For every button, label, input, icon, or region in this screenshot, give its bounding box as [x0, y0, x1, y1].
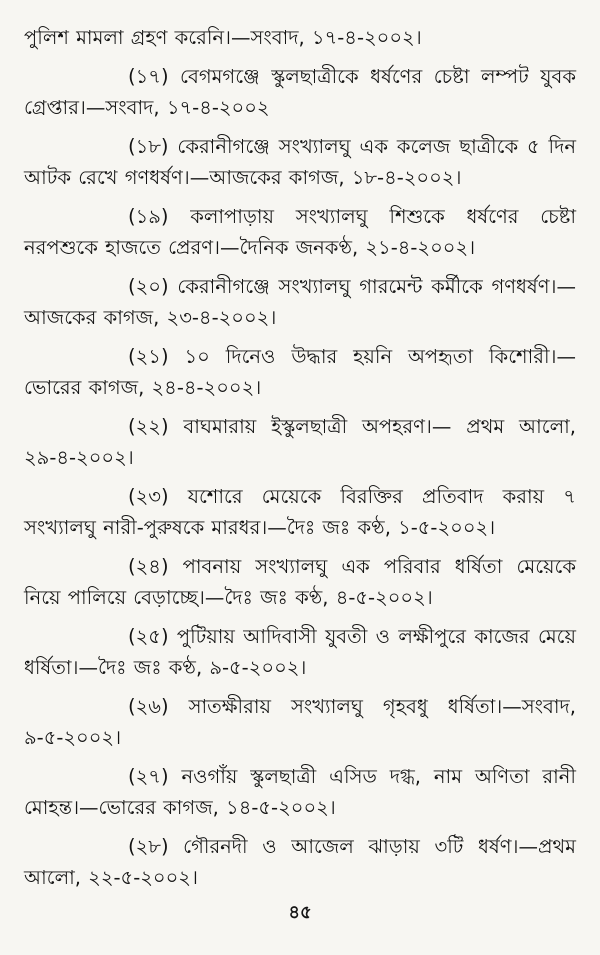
news-entry-26: (২৬) সাতক্ষীরায় সংখ্যালঘু গৃহবধু ধর্ষিতা।—সংবাদ, ৯-৫-২০০২। — [24, 695, 576, 749]
news-entry-23: (২৩) যশোরে মেয়েকে বিরক্তির প্রতিবাদ করায় ৭ সংখ্যালঘু নারী-পুরুষকে মারধর।—দৈঃ জঃ কণ্ঠ, ১-৫-২০০২। — [24, 485, 576, 539]
paragraph-continuation: পুলিশ মামলা গ্রহণ করেনি।—সংবাদ, ১৭-৪-২০০২। — [24, 26, 422, 49]
news-entry-17: (১৭) বেগমগঞ্জে স্কুলছাত্রীকে ধর্ষণের চেষ্টা লম্পট যুবক গ্রেপ্তার।—সংবাদ, ১৭-৪-২০০২ — [24, 65, 576, 119]
news-entry-24: (২৪) পাবনায় সংখ্যালঘু এক পরিবার ধর্ষিতা মেয়েকে নিয়ে পালিয়ে বেড়াচ্ছে।—দৈঃ জঃ কণ্ঠ, ৪-৫-২০০২। — [24, 555, 576, 609]
page-number: ৪৫ — [288, 902, 312, 923]
news-entry-28: (২৮) গৌরনদী ও আজেল ঝাড়ায় ৩টি ধর্ষণ।—প্রথম আলো, ২২-৫-২০০২। — [24, 835, 576, 889]
news-entry-20: (২০) কেরানীগঞ্জে সংখ্যালঘু গারমেন্ট কর্মীকে গণধর্ষণ।—আজকের কাগজ, ২৩-৪-২০০২। — [24, 275, 576, 329]
news-entry-19: (১৯) কলাপাড়ায় সংখ্যালঘু শিশুকে ধর্ষণের চেষ্টা নরপশুকে হাজতে প্রেরণ।—দৈনিক জনকণ্ঠ, ২১-৪-২০০২। — [24, 205, 576, 259]
news-entry-25: (২৫) পুটিয়ায় আদিবাসী যুবতী ও লক্ষীপুরে কাজের মেয়ে ধর্ষিতা।—দৈঃ জঃ কণ্ঠ, ৯-৫-২০০২। — [24, 625, 576, 679]
news-entry-18: (১৮) কেরানীগঞ্জে সংখ্যালঘু এক কলেজ ছাত্রীকে ৫ দিন আটক রেখে গণধর্ষণ।—আজকের কাগজ, ১৮-৪-২০০২। — [24, 135, 576, 189]
news-entry-22: (২২) বাঘমারায় ইস্কুলছাত্রী অপহরণ।— প্রথম আলো, ২৯-৪-২০০২। — [24, 415, 576, 469]
news-entry-27: (২৭) নওগাঁয় স্কুলছাত্রী এসিড দগ্ধ, নাম অণিতা রানী মোহন্ত।—ভোরের কাগজ, ১৪-৫-২০০২। — [24, 765, 576, 819]
news-entry-21: (২১) ১০ দিনেও উদ্ধার হয়নি অপহৃতা কিশোরী।—ভোরের কাগজ, ২৪-৪-২০০২। — [24, 345, 576, 399]
